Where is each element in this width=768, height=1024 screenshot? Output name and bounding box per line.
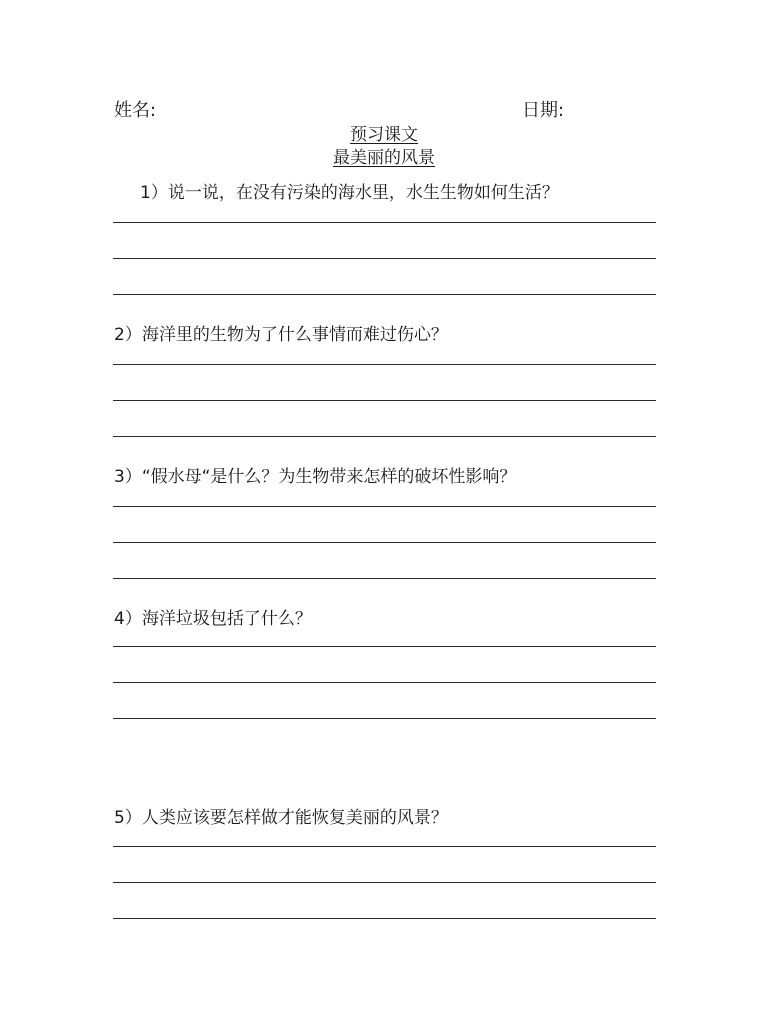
question-2: 2）海洋里的生物为了什么事情而难过伤心？ — [114, 325, 448, 345]
name-label: 姓名: — [114, 100, 157, 121]
worksheet-title: 预习课文 — [350, 125, 418, 145]
answer-line — [113, 400, 656, 401]
answer-line — [113, 718, 656, 719]
question-1: 1）说一说，在没有污染的海水里，水生生物如何生活？ — [140, 183, 559, 203]
question-3: 3）“假水母“是什么？为生物带来怎样的破坏性影响？ — [114, 467, 517, 487]
answer-line — [113, 918, 656, 919]
answer-line — [113, 258, 656, 259]
question-5: 5）人类应该要怎样做才能恢复美丽的风景？ — [114, 808, 448, 828]
answer-line — [113, 506, 656, 507]
answer-line — [113, 578, 656, 579]
date-label: 日期: — [522, 100, 565, 121]
answer-line — [113, 846, 656, 847]
answer-line — [113, 294, 656, 295]
answer-line — [113, 882, 656, 883]
answer-line — [113, 436, 656, 437]
answer-line — [113, 646, 656, 647]
answer-line — [113, 682, 656, 683]
question-4: 4）海洋垃圾包括了什么？ — [114, 609, 312, 629]
answer-line — [113, 364, 656, 365]
answer-line — [113, 222, 656, 223]
lesson-title: 最美丽的风景 — [333, 148, 435, 168]
answer-line — [113, 542, 656, 543]
